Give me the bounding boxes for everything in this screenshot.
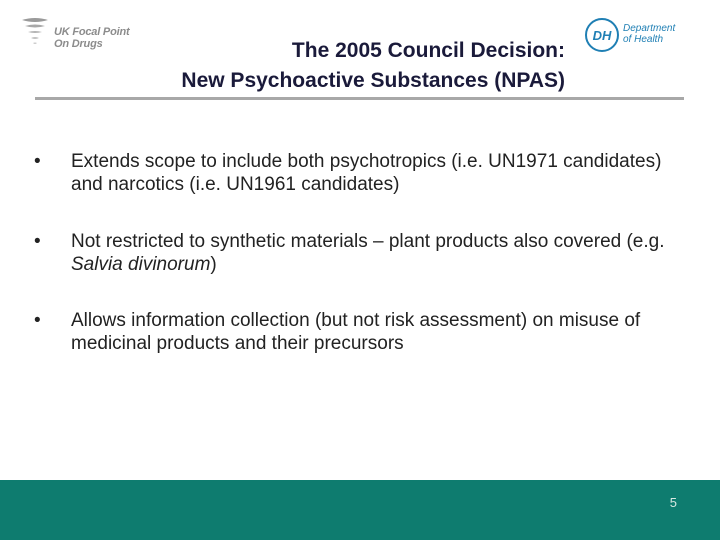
bullet-icon: • (34, 151, 41, 172)
title-line2: New Psychoactive Substances (NPAS) (181, 69, 565, 92)
bullet-text: Not restricted to synthetic materials – plant products also covered (e.g. (71, 231, 665, 252)
title-line1: The 2005 Council Decision: (291, 39, 565, 62)
title-underline (35, 97, 684, 100)
department-of-health-logo (585, 16, 695, 56)
page-number: 5 (669, 495, 677, 510)
bullet-text: Extends scope to include both psychotropics (i.e. UN1971 candidates) and narcotics (i.e. UN1961 candidates) (71, 151, 662, 195)
bullet-icon: • (34, 310, 41, 331)
slide-title (40, 36, 565, 96)
bullet-icon: • (34, 231, 41, 252)
dh-text-line1: Department (623, 23, 676, 34)
dh-text-line2: of Health (623, 34, 664, 45)
logo-text-line1: UK Focal Point (54, 26, 130, 38)
bullet-list (30, 150, 690, 355)
bullet-text-end: ) (210, 254, 217, 275)
bullet-text-italic: Salvia divinorum (71, 254, 211, 275)
bullet-text: Allows information collection (but not risk assessment) on misuse of medicinal products and their precursors (71, 310, 641, 354)
logo-text-line2: On Drugs (54, 38, 103, 50)
bullet-item (30, 309, 690, 355)
dh-initials: DH (585, 18, 619, 52)
bullet-item (30, 230, 690, 276)
footer-band (0, 480, 720, 540)
bullet-item (30, 150, 690, 196)
